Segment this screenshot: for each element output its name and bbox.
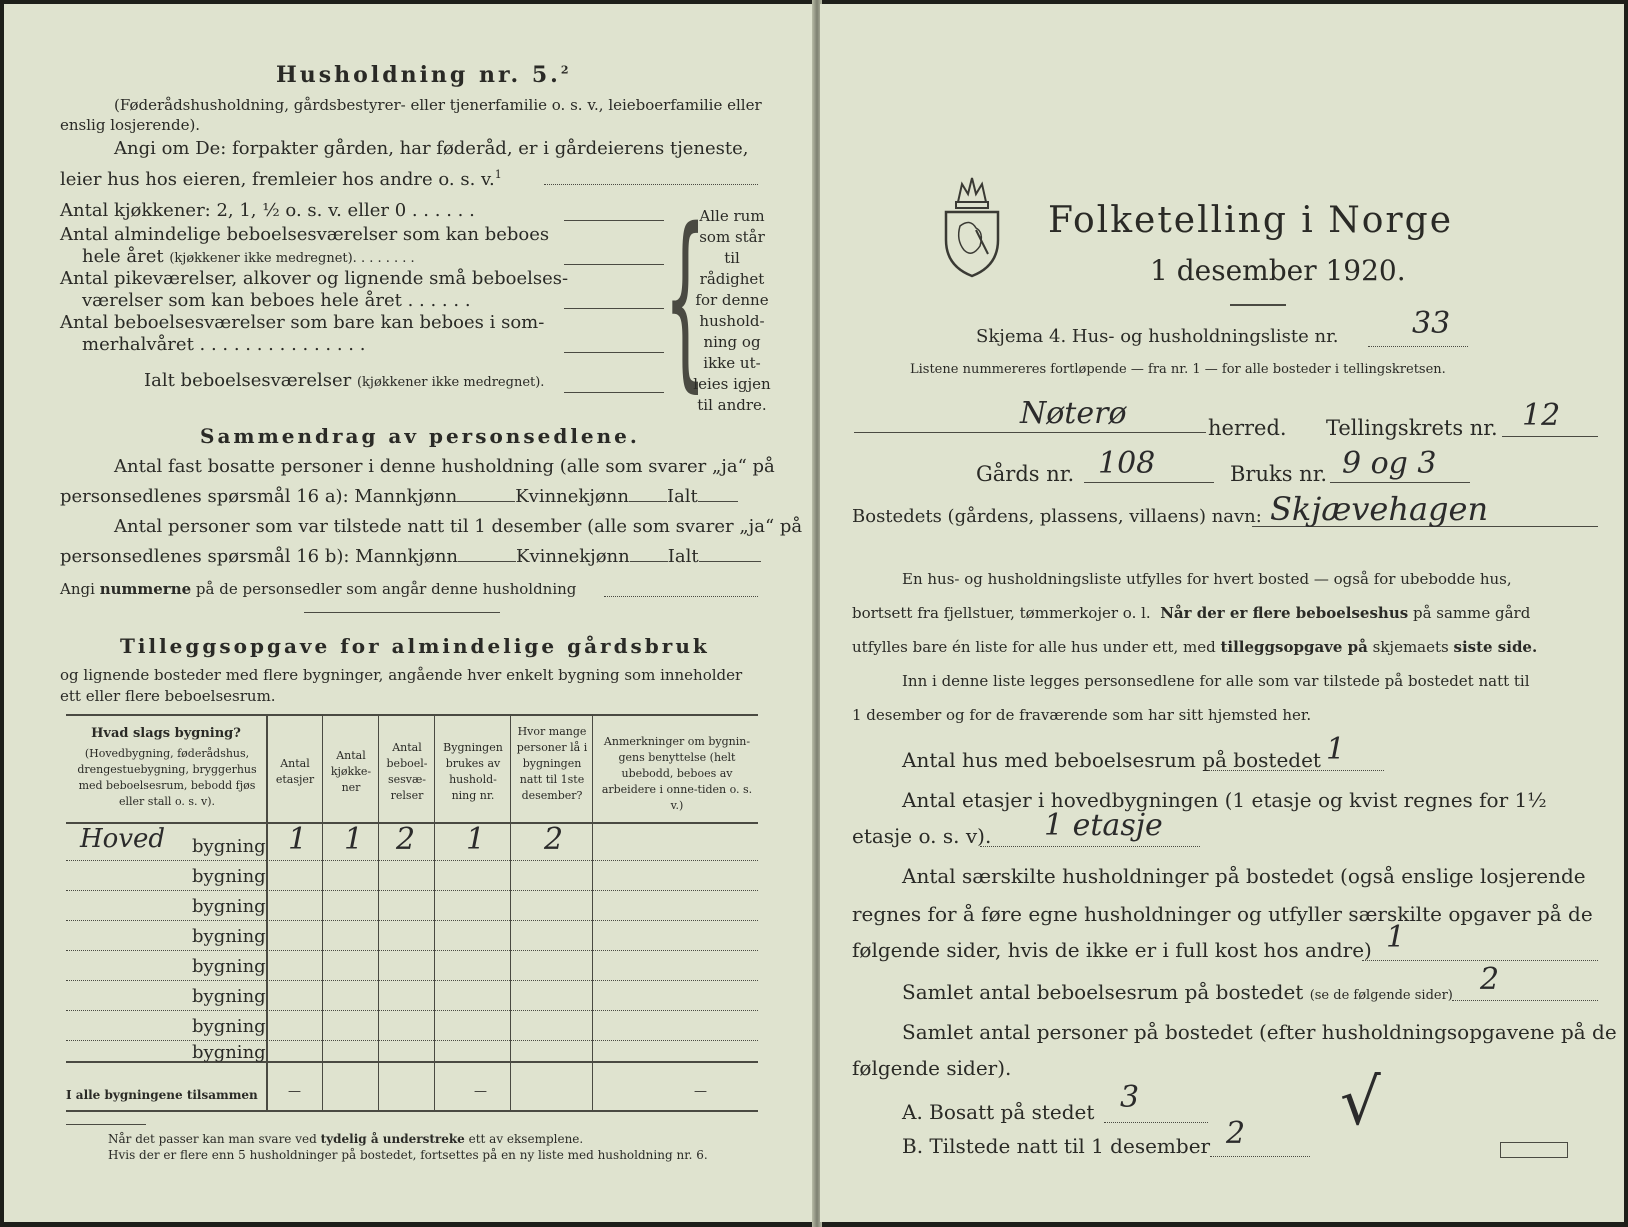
footnote-2: Hvis der er flere enn 5 husholdninger på bostedet, fortsettes på en ny liste med husholdning nr. 6. [108, 1148, 708, 1162]
right-page [820, 4, 1624, 1222]
q-tilstede-line [1210, 1156, 1310, 1157]
col-sep-2 [322, 716, 323, 1112]
kjokken-question: Antal kjøkkener: 2, 1, ½ o. s. v. eller 0 . . . . . . [60, 200, 475, 221]
q-beboelsesrum-line [1452, 1000, 1598, 1001]
col-head-personer: Hvor mange personer lå i bygningen natt til 1ste desember? [516, 725, 588, 802]
kjokken-answer-line [564, 220, 664, 221]
col-head-husholdning: Bygningen brukes av hushold-ning nr. [443, 741, 503, 802]
sammendrag-1a: Antal fast bosatte personer i denne husholdning (alle som svarer „ja“ på [114, 456, 775, 477]
sammendrag-title: Sammendrag av personsedlene. [200, 424, 640, 448]
angi-answer-line [544, 184, 758, 185]
alm-question-2: hele året (kjøkkener ikke medregnet). . . . . . . . [82, 246, 415, 267]
tillegg-text-2: ett eller flere beboelsesrum. [60, 687, 276, 705]
q-husholdninger-3: følgende sider, hvis de ikke er i full kost hos andre) [852, 938, 1372, 962]
row-kjokken-value: 1 [344, 822, 364, 857]
row-rule [66, 1010, 758, 1011]
sum-dash-anmerkninger: — [694, 1084, 707, 1099]
instr-5: 1 desember og for de fraværende som har sitt hjemsted her. [852, 706, 1312, 724]
bosted-value: Skjævehagen [1270, 490, 1489, 528]
printer-stamp-icon [1500, 1142, 1568, 1158]
instr-3: utfylles bare én liste for alle hus under ett, med tilleggsopgave på skjemaets siste side. [852, 638, 1538, 656]
sum-label: I alle bygningene tilsammen [66, 1088, 258, 1102]
sammendrag-1b: personsedlenes spørsmål 16 a): Mannkjønn Kvinnekjønn Ialt [60, 486, 738, 507]
row-rule [66, 890, 758, 891]
row-bygning-label: bygning [192, 956, 266, 977]
skjema-answer-line [1368, 346, 1468, 347]
checkmark-icon: √ [1340, 1066, 1381, 1140]
col-sep-3 [378, 716, 379, 1112]
listene-note: Listene nummereres fortløpende — fra nr. 1 — for alle bosteder i tellingskretsen. [910, 362, 1446, 377]
som-question-2: merhalvåret . . . . . . . . . . . . . . . [82, 334, 366, 355]
row-hush-value: 1 [466, 822, 486, 857]
row-bygning-label: bygning [192, 1016, 266, 1037]
herred-label: herred. [1208, 416, 1287, 440]
q-beboelsesrum-value: 2 [1480, 962, 1500, 997]
gards-value: 108 [1098, 446, 1156, 481]
row-rule [66, 950, 758, 951]
q-personer-1: Samlet antal personer på bostedet (efter husholdningsopgavene på de [902, 1020, 1617, 1044]
angi-line-2: leier hus hos eieren, fremleier hos andre o. s. v.$^1$ [60, 168, 502, 190]
col-sep-5 [510, 716, 511, 1112]
q-beboelsesrum: Samlet antal beboelsesrum på bostedet (se de følgende sider) [902, 980, 1453, 1004]
pike-question-1: Antal pikeværelser, alkover og lignende små beboelses- [60, 268, 569, 289]
q-husholdninger-2: regnes for å føre egne husholdninger og utfyller særskilte opgaver på de [852, 902, 1593, 926]
row-rum-value: 2 [396, 822, 416, 857]
instr-2: bortsett fra fjellstuer, tømmerkojer o. l. Når der er flere beboelseshus på samme gård [852, 604, 1531, 622]
sammendrag-2a: Antal personer som var tilstede natt til 1 desember (alle som svarer „ja“ på [114, 516, 803, 537]
tellingskrets-label: Tellingskrets nr. [1326, 416, 1498, 440]
row-rule [66, 1040, 758, 1041]
row-rule [66, 920, 758, 921]
col-head-type: Hvad slags bygning? [91, 726, 241, 741]
row-etasjer-value: 1 [288, 822, 308, 857]
coat-of-arms-icon [940, 170, 1004, 280]
col-sep-6 [592, 716, 593, 1112]
col-sep-1 [266, 716, 268, 1112]
skjema-label: Skjema 4. Hus- og husholdningsliste nr. [976, 326, 1339, 347]
section-divider [304, 612, 500, 613]
row-rule [66, 980, 758, 981]
tillegg-title: Tilleggsopgave for almindelige gårdsbruk [120, 634, 710, 658]
q-etasjer-line [980, 846, 1200, 847]
table-top-rule [66, 714, 758, 716]
sammendrag-2b: personsedlenes spørsmål 16 b): Mannkjønn Kvinnekjønn Ialt [60, 546, 761, 567]
row-bygning-label: bygning [192, 866, 266, 887]
pike-answer-line [564, 308, 664, 309]
col-head-anmerkninger: Anmerkninger om bygnin-gens benyttelse (helt ubebodd, beboes av arbeidere i onne-tiden o. s. v.) [601, 735, 753, 812]
instr-4: Inn i denne liste legges personsedlene for alle som var tilstede på bostedet natt til [902, 672, 1530, 690]
household-note-2: enslig losjerende). [60, 116, 201, 134]
q-antal-hus-line [1208, 770, 1384, 771]
sum-dash-husholdning: — [474, 1084, 487, 1099]
som-question-1: Antal beboelsesværelser som bare kan beboes i som- [60, 312, 545, 333]
gards-label: Gårds nr. [976, 462, 1075, 486]
q-husholdninger-line [1362, 960, 1598, 961]
household-title: Husholdning nr. 5.$^2$ [276, 62, 572, 88]
left-page [4, 4, 814, 1222]
q-antal-hus-value: 1 [1326, 732, 1346, 767]
row-rule [66, 860, 758, 861]
table-bottom-rule [66, 1110, 758, 1112]
brace-note: Alle rum som står til rådighet for denne hushold- ning og ikke ut- leies igjen til andre. [693, 207, 771, 414]
household-note: (Føderådshusholdning, gårdsbestyrer- eller tjenerfamilie o. s. v., leieboerfamilie eller [114, 96, 762, 114]
col-head-etasjer: Antal etasjer [275, 757, 315, 786]
q-bosatt-line [1104, 1122, 1208, 1123]
col-head-rum: Antal beboel-sesvæ-relser [386, 741, 428, 802]
form-title: Folketelling i Norge [1048, 200, 1453, 241]
q-etasjer-value: 1 etasje [1044, 808, 1163, 843]
alm-answer-line [564, 264, 664, 265]
herred-answer-line [854, 432, 1206, 433]
q-husholdninger-1: Antal særskilte husholdninger på bostedet (også enslige losjerende [902, 864, 1586, 888]
tellingskrets-value: 12 [1522, 398, 1561, 433]
ialt-answer-line [564, 392, 664, 393]
som-answer-line [564, 352, 664, 353]
q-personer-2: følgende sider). [852, 1056, 1012, 1080]
col-head-type-sub: (Hovedbygning, føderådshus, drengestuebygning, bryggerhus med beboelsesrum, bebodd fjøs eller stall o. s. v). [77, 747, 257, 808]
bosted-label: Bostedets (gårdens, plassens, villaens) navn: [852, 506, 1262, 527]
bruks-answer-line [1330, 482, 1470, 483]
tellingskrets-answer-line [1502, 436, 1598, 437]
col-sep-4 [434, 716, 435, 1112]
footnote-1: Når det passer kan man svare ved tydelig å understreke ett av eksemplene. [108, 1132, 584, 1146]
title-divider [1230, 304, 1286, 306]
tillegg-text-1: og lignende bosteder med flere bygninger, angående hver enkelt bygning som inneholder [60, 666, 743, 684]
table-body-rule [66, 1061, 758, 1063]
angi-line-1: Angi om De: forpakter gården, har føderåd, er i gårdeierens tjeneste, [114, 138, 749, 159]
skjema-nr-value: 33 [1412, 306, 1451, 341]
nummerne-answer-line [604, 596, 758, 597]
row-bygning-label: bygning [192, 836, 266, 857]
sum-dash-etasjer: — [288, 1084, 301, 1099]
q-antal-hus: Antal hus med beboelsesrum på bostedet [902, 748, 1321, 772]
ialt-question: Ialt beboelsesværelser (kjøkkener ikke medregnet). [144, 370, 545, 391]
row-type-value: Hoved [80, 824, 166, 854]
gards-answer-line [1084, 482, 1214, 483]
form-date: 1 desember 1920. [1150, 254, 1406, 287]
row-bygning-label: bygning [192, 986, 266, 1007]
instr-1: En hus- og husholdningsliste utfylles for hvert bosted — også for ubebodde hus, [902, 570, 1512, 588]
row-bygning-label: bygning [192, 1042, 266, 1063]
q-etasjer-1: Antal etasjer i hovedbygningen (1 etasje og kvist regnes for 1½ [902, 788, 1547, 812]
angi-nummerne: Angi nummerne på de personsedler som angår denne husholdning [60, 580, 577, 598]
q-husholdninger-value: 1 [1386, 920, 1406, 955]
q-tilstede-value: 2 [1226, 1116, 1246, 1151]
bruks-label: Bruks nr. [1230, 462, 1328, 486]
herred-value: Nøterø [1020, 396, 1127, 431]
brace-icon: { [664, 188, 707, 409]
row-bygning-label: bygning [192, 926, 266, 947]
q-bosatt: A. Bosatt på stedet [902, 1100, 1095, 1124]
q-bosatt-value: 3 [1120, 1080, 1140, 1115]
alm-question-1: Antal almindelige beboelsesværelser som kan beboes [60, 224, 550, 245]
footnote-rule [66, 1124, 146, 1125]
pike-question-2: værelser som kan beboes hele året . . . . . . [82, 290, 471, 311]
col-head-kjokken: Antal kjøkke-ner [330, 749, 372, 794]
bruks-value: 9 og 3 [1342, 446, 1437, 481]
q-etasjer-2: etasje o. s. v). [852, 824, 992, 848]
q-tilstede: B. Tilstede natt til 1 desember [902, 1134, 1211, 1158]
row-pers-value: 2 [544, 822, 564, 857]
row-bygning-label: bygning [192, 896, 266, 917]
